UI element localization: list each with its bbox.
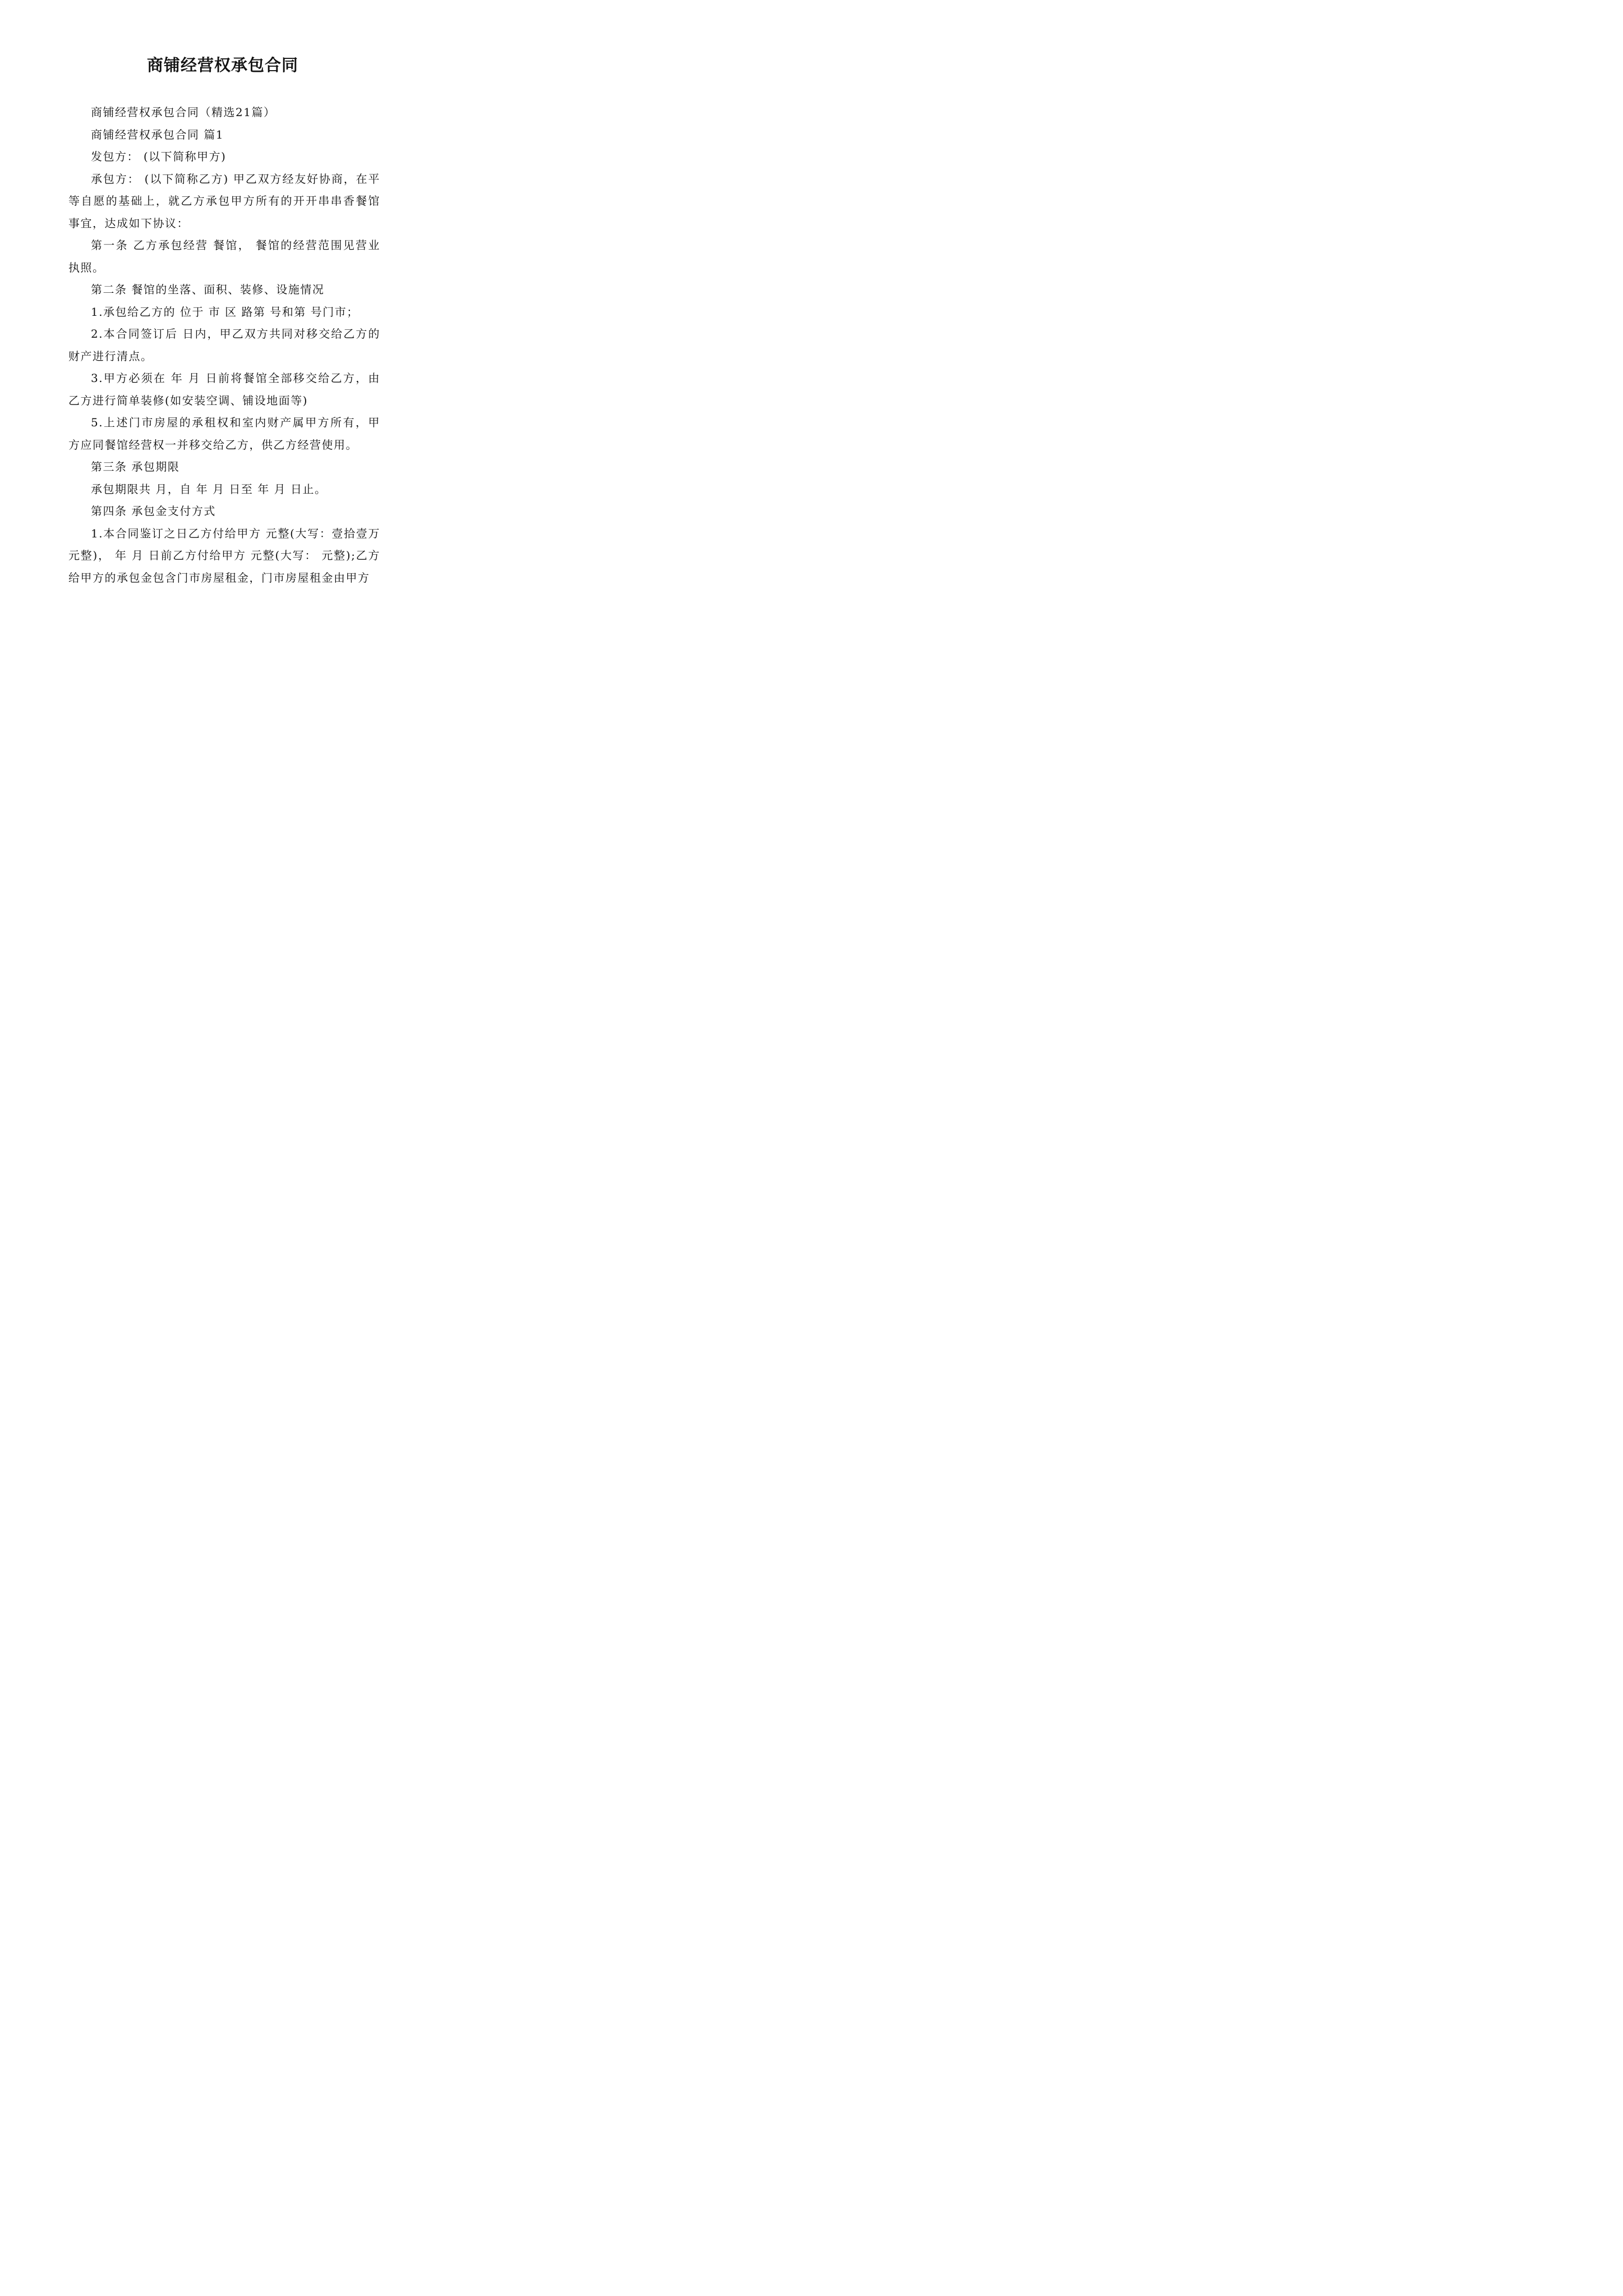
paragraph-article-1: 第一条 乙方承包经营 餐馆， 餐馆的经营范围见营业执照。 [68, 238, 380, 274]
document-body [68, 102, 380, 589]
paragraph-party-a: 发包方： (以下简称甲方) [91, 150, 227, 163]
paragraph-article-2-item-1: 1.承包给乙方的 位于 市 区 路第 号和第 号门市； [91, 305, 359, 319]
paragraph-article-2-item-3: 3.甲方必须在 年 月 日前将餐馆全部移交给乙方，由乙方进行简单装修(如安装空调、铺设地面等) [68, 371, 380, 407]
paragraph-article-3-heading: 第三条 承包期限 [91, 460, 180, 473]
paragraph-article-3-term: 承包期限共 月，自 年 月 日至 年 月 日止。 [91, 482, 327, 496]
document-page [0, 0, 445, 630]
paragraph-collection-heading: 商铺经营权承包合同（精选21篇） [91, 105, 276, 119]
paragraph-article-4-item-1: 1.本合同鉴订之日乙方付给甲方 元整(大写：壹拾壹万元整)， 年 月 日前乙方付给甲方 元整(大写： 元整);乙方给甲方的承包金包含门市房屋租金，门市房屋租金由甲方 [68, 526, 380, 585]
paragraph-article-2-heading: 第二条 餐馆的坐落、面积、装修、设施情况 [91, 283, 325, 296]
paragraph-chapter-heading: 商铺经营权承包合同 篇1 [91, 127, 224, 141]
paragraph-article-2-item-5: 5.上述门市房屋的承租权和室内财产属甲方所有，甲方应同餐馆经营权一并移交给乙方，供乙方经营使用。 [68, 416, 380, 452]
document-title: 商铺经营权承包合同 [146, 56, 298, 75]
paragraph-article-2-item-2: 2.本合同签订后 日内，甲乙双方共同对移交给乙方的财产进行清点。 [68, 327, 380, 363]
paragraph-party-b: 承包方： (以下简称乙方) 甲乙双方经友好协商，在平等自愿的基础上，就乙方承包甲方所有的开开串串香餐馆事宜，达成如下协议： [68, 172, 380, 230]
paragraph-article-4-heading: 第四条 承包金支付方式 [91, 504, 216, 518]
